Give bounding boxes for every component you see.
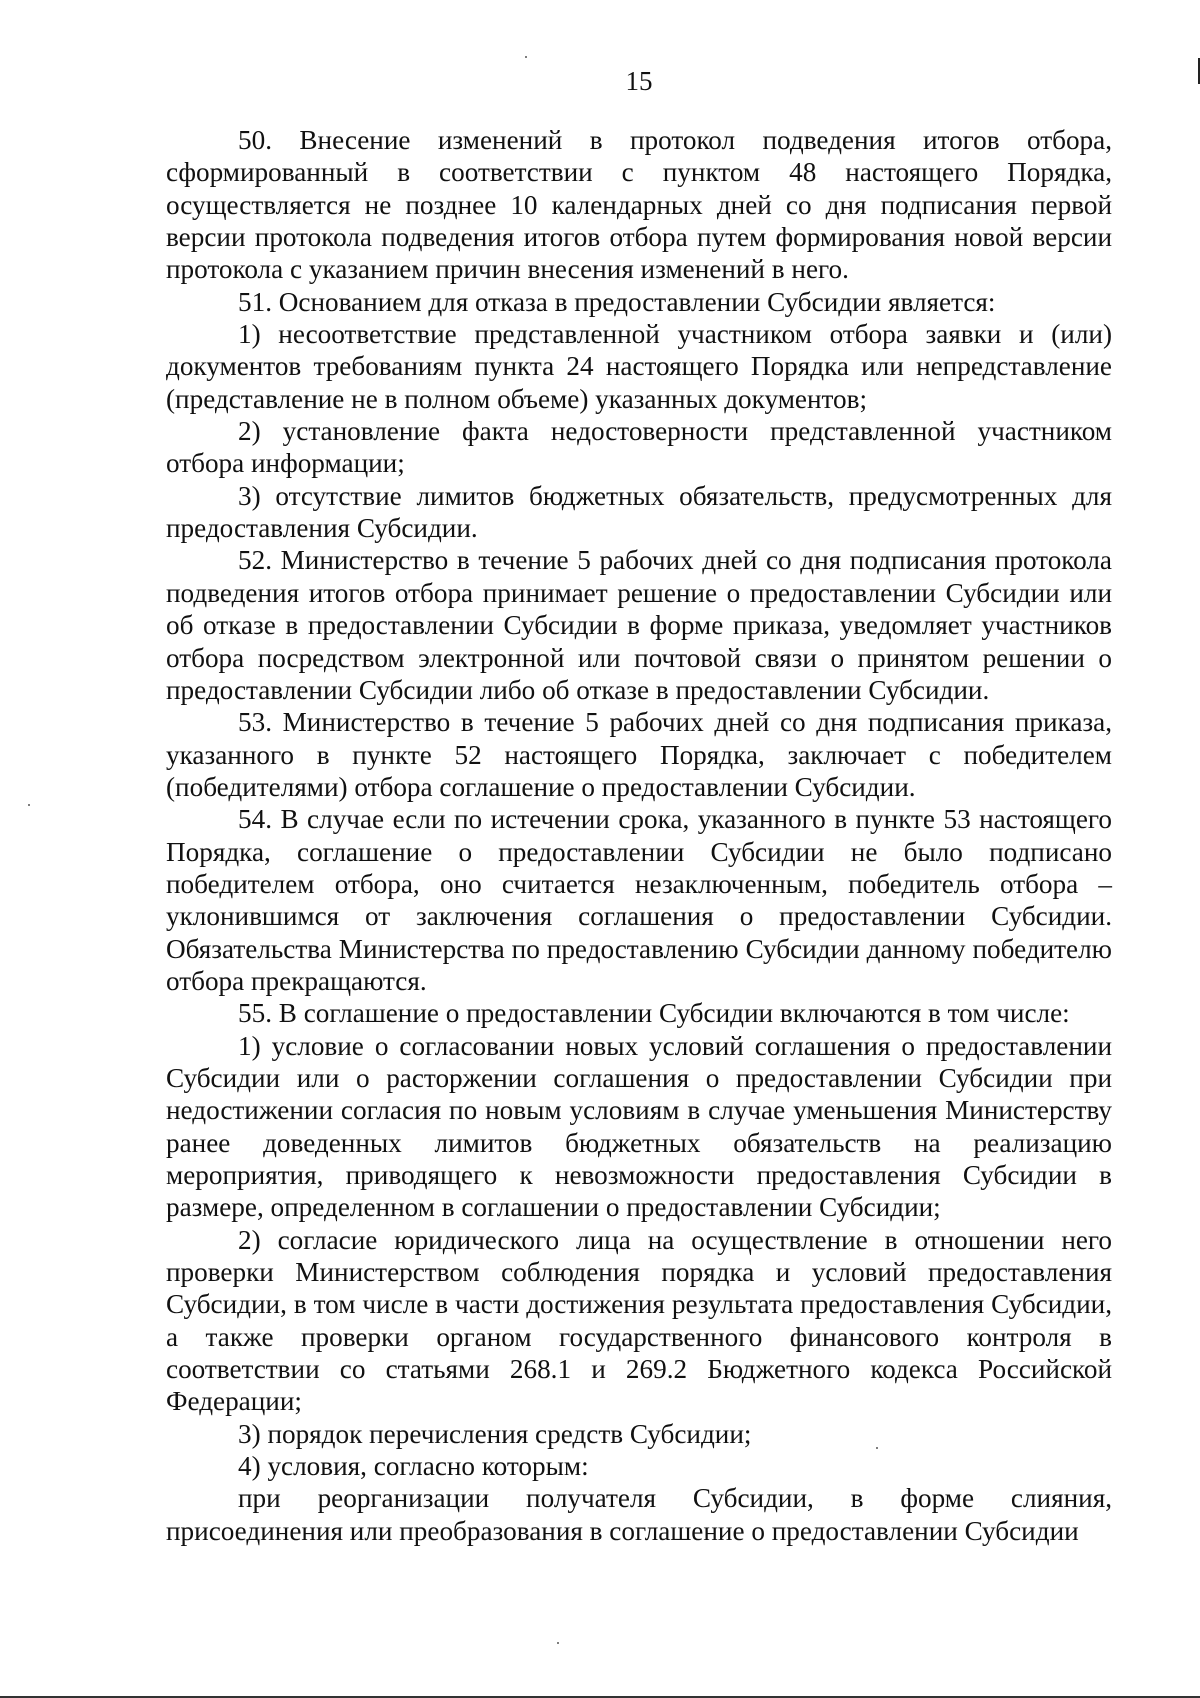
scan-speck xyxy=(876,1447,878,1449)
paragraph-55-item-2: 2) согласие юридического лица на осуществление в отношении него проверки Министерством соблюдения порядка и условий предоставления Субсидии, в том числе в части достижения результата предоставления Субсидии, а также проверки органом государственного финансового контроля в соответствии со статьями 268.1 и 269.2 Бюджетного кодекса Российской Федерации; xyxy=(166,1224,1112,1417)
paragraph-51-item-2: 2) установление факта недостоверности представленной участником отбора информации; xyxy=(166,416,1112,479)
paragraph-55-item-3: 3) порядок перечисления средств Субсидии; xyxy=(238,1418,752,1449)
paragraph-52: 52. Министерство в течение 5 рабочих дней со дня подписания протокола подведения итогов отбора принимает решение о предоставлении Субсидии или об отказе в предоставлении Субсидии в форме приказа, уведомляет участников отбора посредством электронной или почтовой связи о принятом решении о предоставлении Субсидии либо об отказе в предоставлении Субсидии. xyxy=(166,545,1112,705)
scan-speck xyxy=(525,56,527,58)
paragraph-55: 55. В соглашение о предоставлении Субсидии включаются в том числе: xyxy=(238,998,1070,1029)
paragraph-51: 51. Основанием для отказа в предоставлении Субсидии является: xyxy=(238,286,996,317)
paragraph-50: 50. Внесение изменений в протокол подведения итогов отбора, сформированный в соответствии с пунктом 48 настоящего Порядка, осуществляется не позднее 10 календарных дней со дня подписания первой версии протокола подведения итогов отбора путем формирования новой версии протокола с указанием причин внесения изменений в него. xyxy=(166,125,1112,285)
paragraph-55-item-4: 4) условия, согласно которым: xyxy=(238,1451,589,1482)
paragraph-54: 54. В случае если по истечении срока, указанного в пункте 53 настоящего Порядка, соглашение о предоставлении Субсидии не было подписано победителем отбора, оно считается незаключенным, победитель отбора – уклонившимся от заключения соглашения о предоставлении Субсидии. Обязательства Министерства по предоставлению Субсидии данному победителю отбора прекращаются. xyxy=(166,804,1112,996)
paragraph-55-item-4-text: при реорганизации получателя Субсидии, в форме слияния, присоединения или преобразования в соглашение о предоставлении Субсидии xyxy=(166,1483,1112,1546)
paragraph-51-item-1: 1) несоответствие представленной участником отбора заявки и (или) документов требованиям пункта 24 настоящего Порядка или непредставление (представление не в полном объеме) указанных документов; xyxy=(166,319,1112,414)
scan-speck xyxy=(28,804,30,806)
paragraph-53: 53. Министерство в течение 5 рабочих дней со дня подписания приказа, указанного в пункте 52 настоящего Порядка, заключает с победителем (победителями) отбора соглашение о предоставлении Субсидии. xyxy=(166,707,1112,802)
page-number: 15 xyxy=(625,66,653,96)
paragraph-55-item-1: 1) условие о согласовании новых условий соглашения о предоставлении Субсидии или о расторжении соглашения о предоставлении Субсидии при недостижении согласия по новым условиям в случае уменьшения Министерству ранее доведенных лимитов бюджетных обязательств на реализацию мероприятия, приводящего к невозможности предоставления Субсидии в размере, определенном в соглашении о предоставлении Субсидии; xyxy=(166,1030,1112,1223)
paragraph-51-item-3: 3) отсутствие лимитов бюджетных обязательств, предусмотренных для предоставления Субсидии. xyxy=(166,480,1112,544)
document-body xyxy=(166,124,1112,1547)
scan-speck xyxy=(557,1642,559,1644)
